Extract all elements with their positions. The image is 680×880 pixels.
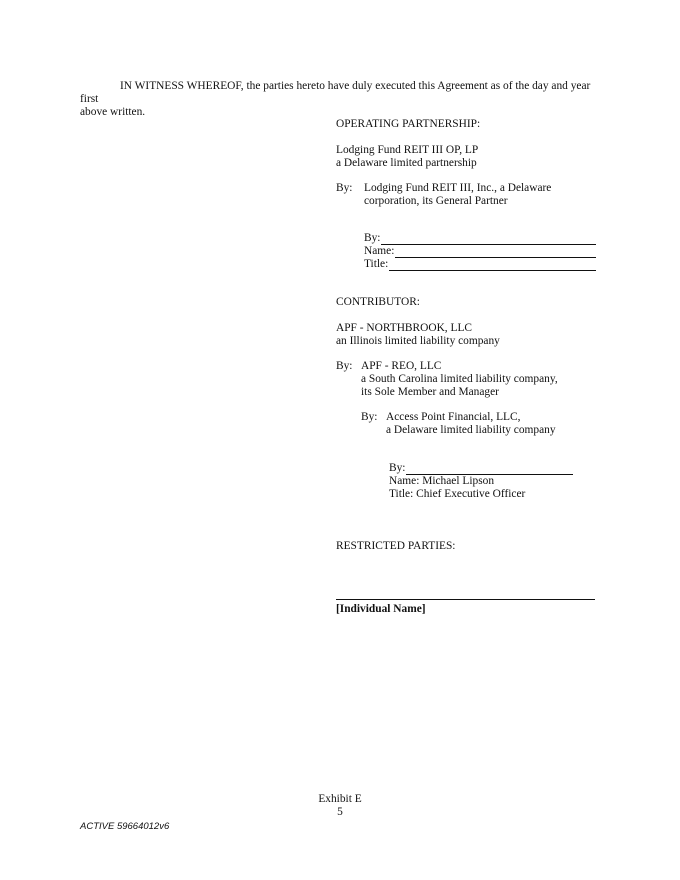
contributor-entity: APF - NORTHBROOK, LLC	[336, 322, 473, 334]
restricted-heading: RESTRICTED PARTIES:	[336, 540, 456, 552]
contributor-sig-title: Title: Chief Executive Officer	[389, 488, 526, 500]
operating-sig-by-label: By:	[364, 232, 381, 244]
restricted-name-placeholder: [Individual Name]	[336, 603, 426, 615]
operating-sig-title-row	[364, 258, 596, 271]
contributor-by-desc1: a South Carolina limited liability company,	[361, 373, 558, 385]
contributor-by2-label: By:	[361, 411, 378, 423]
witness-text-line1: IN WITNESS WHEREOF, the parties hereto have duly executed this Agreement as of the day and year first	[80, 80, 591, 105]
footer-page-number: 5	[337, 806, 343, 818]
operating-entity-desc: a Delaware limited partnership	[336, 157, 477, 169]
operating-sig-name-label: Name:	[364, 245, 395, 257]
contributor-sig-name: Name: Michael Lipson	[389, 475, 495, 487]
operating-sig-title-label: Title:	[364, 258, 389, 270]
contributor-heading: CONTRIBUTOR:	[336, 296, 420, 308]
witness-paragraph	[80, 80, 605, 119]
contributor-sig-by-row	[389, 462, 573, 475]
contributor-sig-by-line[interactable]	[406, 463, 573, 475]
witness-text-line2: above written.	[80, 106, 146, 118]
contributor-by-label: By:	[336, 360, 353, 372]
operating-sig-by-line[interactable]	[381, 233, 596, 245]
operating-heading: OPERATING PARTNERSHIP:	[336, 118, 481, 130]
operating-sig-name-row	[364, 245, 596, 258]
operating-entity: Lodging Fund REIT III OP, LP	[336, 144, 479, 156]
contributor-by2-desc: a Delaware limited liability company	[386, 424, 556, 436]
footer-exhibit: Exhibit E	[318, 793, 362, 805]
contributor-by-entity: APF - REO, LLC	[361, 360, 442, 372]
operating-sig-by-row	[364, 232, 596, 245]
operating-by-line1: Lodging Fund REIT III, Inc., a Delaware	[364, 182, 552, 194]
operating-sig-title-line[interactable]	[389, 259, 596, 271]
contributor-by-desc2: its Sole Member and Manager	[361, 386, 499, 398]
contributor-by2-entity: Access Point Financial, LLC,	[386, 411, 521, 423]
restricted-signature-line[interactable]	[336, 599, 595, 600]
operating-by-line2: corporation, its General Partner	[364, 195, 508, 207]
operating-by-label: By:	[336, 182, 353, 194]
operating-sig-name-line[interactable]	[395, 246, 596, 258]
contributor-entity-desc: an Illinois limited liability company	[336, 335, 500, 347]
footer-doc-id: ACTIVE 59664012v6	[80, 821, 170, 832]
contributor-sig-by-label: By:	[389, 462, 406, 474]
